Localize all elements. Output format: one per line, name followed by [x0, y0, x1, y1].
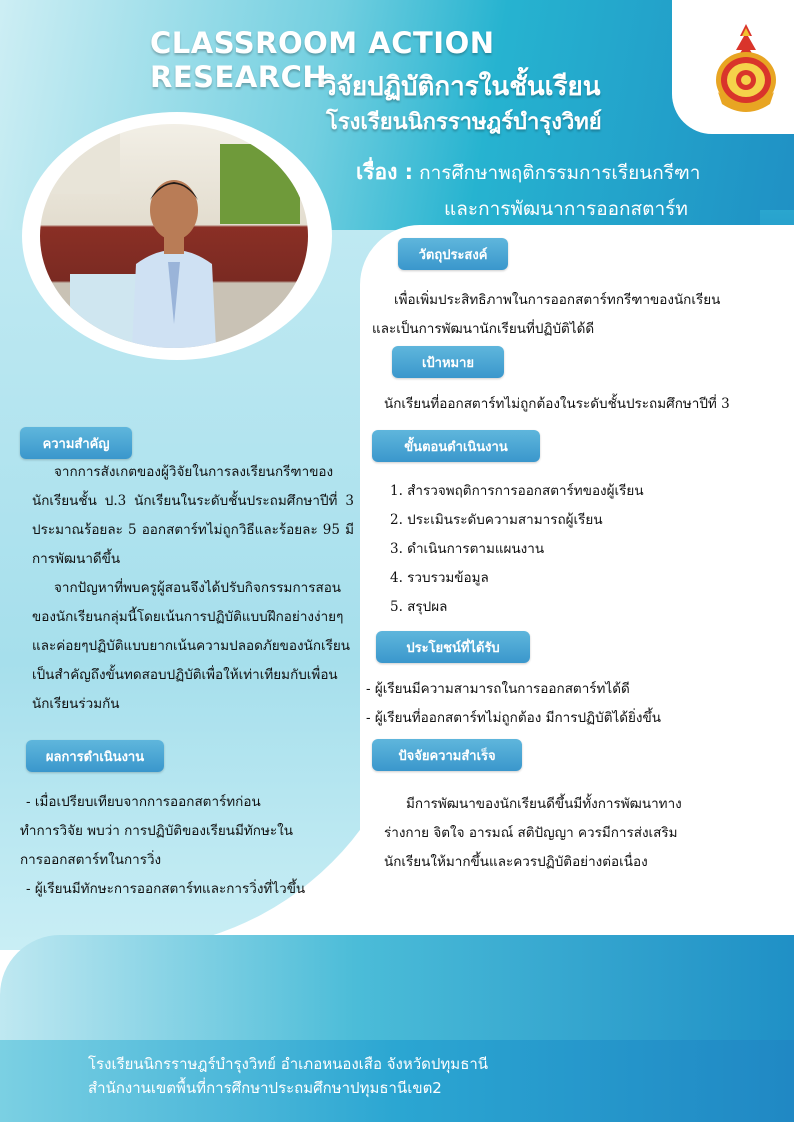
footer-school-address: โรงเรียนนิกรราษฎร์บำรุงวิทย์ อำเภอหนองเสือ จังหวัดปทุมธานี — [88, 1055, 489, 1073]
result-item: - เมื่อเปรียบเทียบจากการออกสตาร์ทก่อน — [26, 794, 261, 810]
result-item: การออกสตาร์ทในการวิ่ง — [20, 852, 162, 868]
target-text: นักเรียนที่ออกสตาร์ทไม่ถูกต้องในระดับชั้นประถมศึกษาปีที่ 3 — [384, 396, 730, 412]
topic-line-1 — [356, 156, 700, 189]
success-text — [384, 790, 784, 877]
results-heading: ผลการดำเนินงาน — [26, 740, 164, 772]
objective-line-1: เพื่อเพิ่มประสิทธิภาพในการออกสตาร์ทกรีฑาของนักเรียน — [394, 292, 721, 308]
results-list — [20, 788, 360, 904]
title-thai: วิจัยปฏิบัติการในชั้นเรียน — [322, 72, 601, 102]
success-heading: ปัจจัยความสำเร็จ — [372, 739, 522, 771]
target-heading: เป้าหมาย — [392, 346, 504, 378]
procedure-step: 4. รวบรวมข้อมูล — [390, 570, 489, 586]
topic-text-1: การศึกษาพฤติกรรมการเรียนกรีฑา — [419, 162, 701, 184]
procedure-list — [390, 477, 780, 622]
benefit-item: - ผู้เรียนมีความสามารถในการออกสตาร์ทได้ดี — [366, 681, 630, 697]
benefit-item: - ผู้เรียนที่ออกสตาร์ทไม่ถูกต้อง มีการปฏิบัติได้ยิ่งขึ้น — [366, 710, 661, 726]
school-name: โรงเรียนนิกรราษฎร์บำรุงวิทย์ — [326, 110, 602, 135]
success-line-1: มีการพัฒนาของนักเรียนดีขึ้นมีทั้งการพัฒนาทาง — [406, 796, 682, 812]
objective-line-2: และเป็นการพัฒนานักเรียนที่ปฏิบัติได้ดี — [372, 321, 595, 337]
success-line-3: นักเรียนให้มากขึ้นและควรปฏิบัติอย่างต่อเนื่อง — [384, 854, 648, 870]
procedure-heading: ขั้นตอนดำเนินงาน — [372, 430, 540, 462]
procedure-step: 5. สรุปผล — [390, 599, 448, 615]
topic-line-2: และการพัฒนาการออกสตาร์ท — [444, 198, 688, 220]
person-illustration-icon — [40, 124, 308, 348]
footer-office: สำนักงานเขตพื้นที่การศึกษาประถมศึกษาปทุมธานีเขต2 — [88, 1079, 442, 1097]
result-item: - ผู้เรียนมีทักษะการออกสตาร์ทและการวิ่งที่ไวขึ้น — [26, 881, 306, 897]
result-item: ทำการวิจัย พบว่า การปฏิบัติของเรียนมีทักษะใน — [20, 823, 293, 839]
success-line-2: ร่างกาย จิตใจ อารมณ์ สติปัญญา ควรมีการส่งเสริม — [384, 825, 678, 841]
benefits-list — [366, 675, 786, 733]
objective-text — [372, 286, 782, 344]
importance-paragraph-1: จากการสังเกตของผู้วิจัยในการลงเรียนกรีฑาของนักเรียนชั้น ป.3 นักเรียนในระดับชั้นประถมศึกษาปีที่ 3 ประมาณร้อยละ 5 ออกสตาร์ทไม่ถูกวิธีและร้อยละ 95 มีการพัฒนาดีขึ้น — [32, 464, 354, 567]
researcher-photo — [40, 124, 308, 348]
objective-heading: วัตถุประสงค์ — [398, 238, 508, 270]
school-emblem-icon — [712, 22, 780, 114]
importance-paragraph-2: จากปัญหาที่พบครูผู้สอนจึงได้ปรับกิจกรรมการสอนของนักเรียนกลุ่มนี้โดยเน้นการปฏิบัติแบบฝึกอย่างง่ายๆ และค่อยๆปฏิบัติแบบยากเน้นความปลอดภัยของนักเรียนเป็นสำคัญถึงขั้นทดสอบปฏิบัติเพื่อให้เท่าเทียมกับเพื่อนนักเรียนร่วมกัน — [32, 580, 351, 712]
procedure-step: 3. ดำเนินการตามแผนงาน — [390, 541, 545, 557]
importance-text — [32, 458, 354, 719]
benefits-heading: ประโยชน์ที่ได้รับ — [376, 631, 530, 663]
importance-heading: ความสำคัญ — [20, 427, 132, 459]
topic-label: เรื่อง : — [356, 160, 414, 184]
procedure-step: 2. ประเมินระดับความสามารถผู้เรียน — [390, 512, 603, 528]
title-english: CLASSROOM ACTION RESEARCH — [150, 26, 495, 94]
procedure-step: 1. สำรวจพฤติการการออกสตาร์ทของผู้เรียน — [390, 483, 644, 499]
